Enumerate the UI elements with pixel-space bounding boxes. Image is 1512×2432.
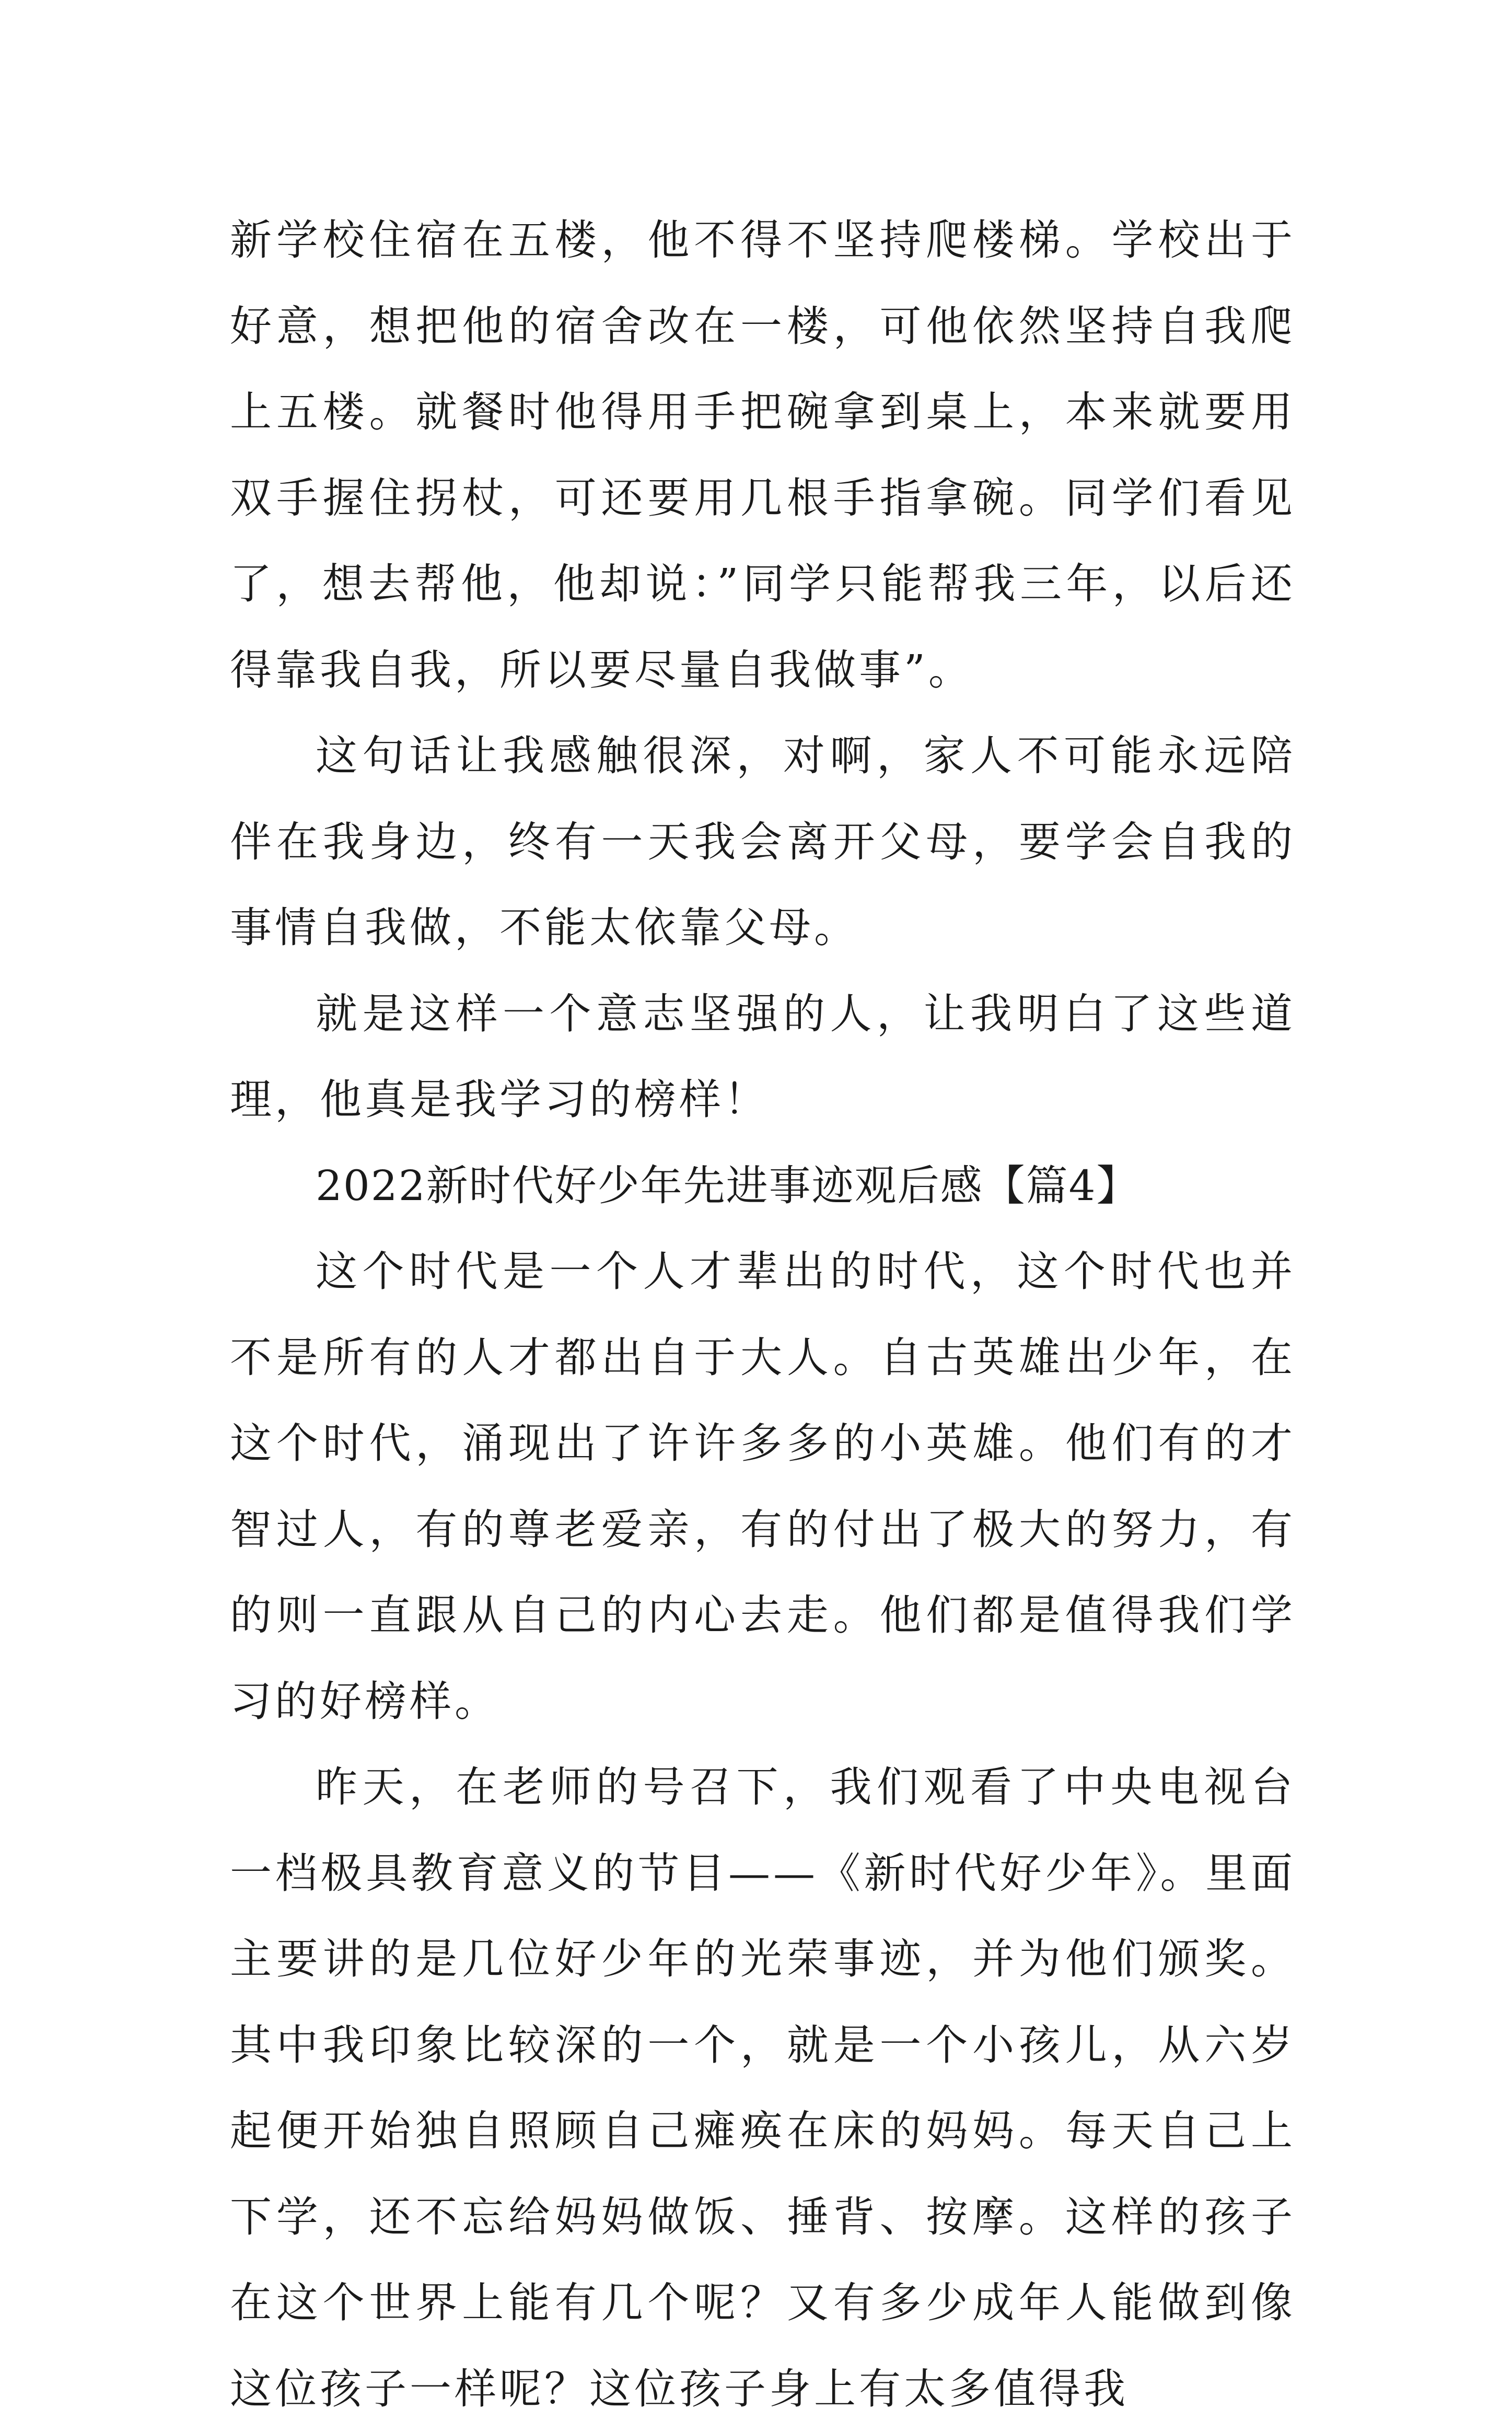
section-heading: 2022新时代好少年先进事迹观后感【篇4】 xyxy=(316,1161,1139,1210)
paragraph: 这个时代是一个人才辈出的时代，这个时代也并不是所有的人才都出自于大人。自古英雄出少年，在这个时代，涌现出了许许多多的小英雄。他们有的才智过人，有的尊老爱亲，有的付出了极大的努力，有的则一直跟从自己的内心去走。他们都是值得我们学习的好榜样。 xyxy=(230,1247,1296,1726)
paragraph-continued: 新学校住宿在五楼，他不得不坚持爬楼梯。学校出于好意，想把他的宿舍改在一楼，可他依然坚持自我爬上五楼。就餐时他得用手把碗拿到桌上，本来就要用双手握住拐杖，可还要用几根手指拿碗。同学们看见了，想去帮他，他却说：”同学只能帮我三年，以后还得靠我自我，所以要尽量自我做事”。 xyxy=(230,216,1296,694)
paragraph: 昨天，在老师的号召下，我们观看了中央电视台一档极具教育意义的节目——《新时代好少年》。里面主要讲的是几位好少年的光荣事迹，并为他们颁奖。其中我印象比较深的一个，就是一个小孩儿，从六岁起便开始独自照顾自己瘫痪在床的妈妈。每天自己上下学，还不忘给妈妈做饭、捶背、按摩。这样的孩子在这个世界上能有几个呢？又有多少成年人能做到像这位孩子一样呢？这位孩子身上有太多值得我 xyxy=(230,1763,1296,2413)
paragraph: 这句话让我感触很深，对啊，家人不可能永远陪伴在我身边，终有一天我会离开父母，要学会自我的事情自我做，不能太依靠父母。 xyxy=(230,731,1296,952)
paragraph: 就是这样一个意志坚强的人，让我明白了这些道理，他真是我学习的榜样！ xyxy=(230,989,1296,1124)
body-text xyxy=(230,197,1296,2432)
